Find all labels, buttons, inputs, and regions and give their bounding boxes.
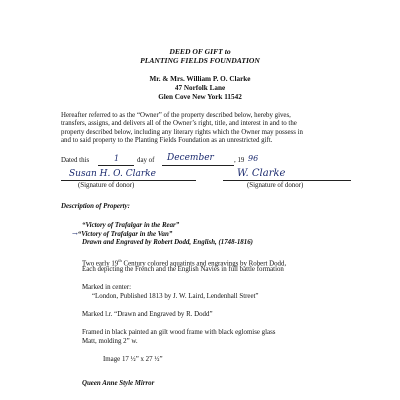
right-signature-line bbox=[223, 179, 351, 181]
gift-paragraph bbox=[61, 112, 361, 146]
left-signature-line bbox=[61, 179, 196, 181]
arrow-mark-icon: → bbox=[72, 230, 78, 238]
year-prefix: , 19 bbox=[234, 157, 245, 164]
marked-center-text: “London, Published 1813 by J. W. Laird, Lendenhall Street” bbox=[92, 293, 259, 300]
item1-credit: Drawn and Engraved by Robert Dodd, English, (1748-1816) bbox=[82, 239, 253, 246]
donor-name: Mr. & Mrs. William P. O. Clarke bbox=[149, 75, 251, 83]
address-line2: Glen Cove New York 11542 bbox=[158, 93, 242, 101]
document-title-line2: PLANTING FIELDS FOUNDATION bbox=[140, 56, 260, 65]
address-line1: 47 Norfolk Lane bbox=[174, 84, 226, 92]
item1-desc-line2: Each depicting the French and the English Navies in full battle formation bbox=[82, 266, 284, 273]
dated-prefix: Dated this bbox=[61, 157, 90, 164]
marked-center-label: Marked in center: bbox=[82, 284, 131, 291]
day-of-label: day of bbox=[137, 157, 155, 164]
paragraph-line: transfers, assigns, and delivers all of the Owner’s right, title, and interest in and to the bbox=[61, 120, 297, 128]
item2-title: Queen Anne Style Mirror bbox=[82, 380, 155, 387]
document-title-line1: DEED OF GIFT to bbox=[169, 47, 231, 56]
signature-block bbox=[61, 167, 361, 197]
item1-desc-part-b: Century colored aquatints and engravings by Robert Dodd, bbox=[121, 260, 287, 268]
left-signature-label: (Signature of donor) bbox=[78, 182, 135, 189]
paragraph-line: and to said property to the Planting Fields Foundation as an unrestricted gift. bbox=[61, 137, 273, 145]
framed-line1: Framed in black painted an gilt wood frame with black eglomise glass bbox=[82, 329, 276, 336]
marked-lr-text: Marked l.r. “Drawn and Engraved by R. Dodd” bbox=[82, 311, 213, 318]
item1-desc-part-a: Two early 19 bbox=[82, 260, 119, 268]
right-signature-label: (Signature of donor) bbox=[247, 182, 304, 189]
item1-title1: “Victory of Trafalgar in the Rear” bbox=[82, 222, 180, 229]
item1-title2 bbox=[72, 230, 172, 239]
item1-desc-sup: th bbox=[118, 258, 122, 263]
right-signature: W. Clarke bbox=[237, 168, 286, 179]
month-value: December bbox=[167, 153, 214, 163]
dated-line bbox=[61, 153, 361, 167]
paragraph-line: property described below, including any literary rights which the Owner may possess in bbox=[61, 128, 304, 136]
day-value: 1 bbox=[114, 154, 120, 163]
paragraph-line: Hereafter referred to as the “Owner” of the property described below, hereby gives, bbox=[61, 112, 291, 119]
left-signature: Susan H. O. Clarke bbox=[69, 169, 156, 179]
framed-line2: Matt, molding 2” w. bbox=[82, 338, 138, 345]
item1-title2-text: “Victory of Trafalgar in the Van” bbox=[77, 231, 173, 238]
image-size: Image 17 ½” x 27 ½” bbox=[103, 356, 163, 363]
year-value: 96 bbox=[248, 154, 259, 163]
description-heading: Description of Property: bbox=[61, 203, 130, 210]
